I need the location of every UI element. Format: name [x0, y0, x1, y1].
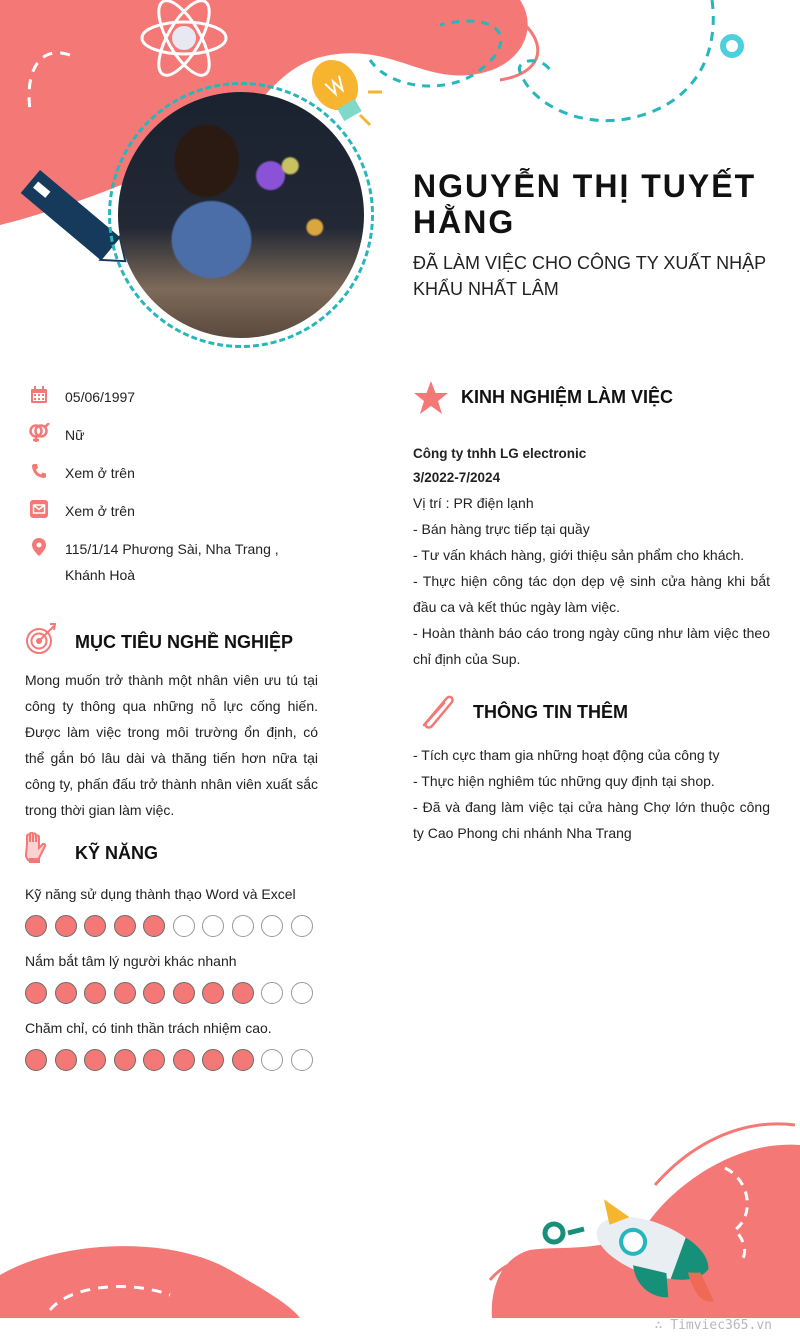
rating-dot-empty [173, 915, 195, 937]
skill-name: Chăm chỉ, có tinh thần trách nhiệm cao. [25, 1020, 272, 1036]
experience-section [413, 442, 770, 672]
rating-dot-empty [202, 915, 224, 937]
rating-dot-empty [261, 982, 283, 1004]
experience-line: - Hoàn thành báo cáo trong ngày cũng như làm việc theo chỉ định của Sup. [413, 625, 770, 667]
rating-dot-filled [202, 982, 224, 1004]
rating-dot-empty [291, 915, 313, 937]
contact-gender [28, 422, 328, 448]
rating-dot-filled [84, 982, 106, 1004]
bottom-left-blob [0, 1246, 300, 1318]
profile-photo-frame [108, 82, 374, 348]
objective-title: MỤC TIÊU NGHỀ NGHIỆP [75, 632, 294, 652]
skill-rating [25, 915, 325, 937]
rating-dot-filled [55, 915, 77, 937]
skill-item [25, 1015, 325, 1071]
extra-info-section [413, 742, 770, 846]
rating-dot-filled [55, 982, 77, 1004]
photo-dashed-ring [108, 82, 374, 348]
rating-dot-filled [25, 915, 47, 937]
candidate-name: NGUYỄN THỊ TUYẾT HẰNG [413, 168, 757, 240]
experience-line: - Thực hiện công tác dọn dẹp vệ sinh cửa hàng khi bắt đầu ca và kết thúc ngày làm việc. [413, 573, 770, 615]
rating-dot-filled [232, 1049, 254, 1071]
rating-dot-empty [261, 1049, 283, 1071]
rating-dot-filled [114, 982, 136, 1004]
rating-dot-empty [291, 1049, 313, 1071]
rating-dot-empty [261, 915, 283, 937]
extra-info-line: - Tích cực tham gia những hoạt động của công ty [413, 747, 720, 763]
rating-dot-filled [114, 915, 136, 937]
star-icon [413, 381, 449, 420]
rating-dot-filled [173, 982, 195, 1004]
extra-info-line: - Đã và đang làm việc tại cửa hàng Chợ lớn thuộc công ty Cao Phong chi nhánh Nha Trang [413, 799, 770, 841]
objective-text: Mong muốn trở thành một nhân viên ưu tú tại công ty thông qua những nỗ lực cống hiến. Được làm việc trong môi trường ổn định, có thể gắn bó lâu dài và thăng tiến hơn nữa tại công ty, phấn đấu trở thành nhân viên xuất sắc trong thời gian làm việc. [25, 672, 318, 818]
location-icon [28, 536, 50, 558]
rating-dot-empty [232, 915, 254, 937]
rating-dot-filled [25, 1049, 47, 1071]
experience-line: - Tư vấn khách hàng, giới thiệu sản phẩm cho khách. [413, 547, 745, 563]
rating-dot-filled [84, 1049, 106, 1071]
target-icon [24, 622, 58, 661]
extra-info-line: - Thực hiện nghiêm túc những quy định tại shop. [413, 773, 715, 789]
rating-dot-filled [114, 1049, 136, 1071]
gender-icon [28, 422, 50, 444]
phone-icon [28, 460, 50, 482]
skill-item [25, 948, 325, 1004]
rating-dot-filled [143, 915, 165, 937]
skill-rating [25, 982, 325, 1004]
calendar-icon [28, 384, 50, 406]
rating-dot-filled [173, 1049, 195, 1071]
rating-dot-filled [202, 1049, 224, 1071]
skill-rating [25, 1049, 325, 1071]
paperclip-icon [416, 691, 458, 738]
contact-text: Xem ở trên [65, 503, 135, 519]
contact-text: Nữ [65, 427, 85, 443]
rating-dot-filled [84, 915, 106, 937]
skill-name: Kỹ năng sử dụng thành thạo Word và Excel [25, 886, 296, 902]
experience-line: Vị trí : PR điện lạnh [413, 495, 534, 511]
rating-dot-filled [232, 982, 254, 1004]
contact-text: Xem ở trên [65, 465, 135, 481]
hand-icon [22, 832, 48, 869]
rating-dot-filled [143, 1049, 165, 1071]
experience-period: 3/2022-7/2024 [413, 470, 501, 485]
contact-email [28, 498, 328, 524]
mail-icon [28, 498, 50, 520]
skills-title: KỸ NĂNG [75, 843, 159, 863]
contact-birthday [28, 384, 328, 410]
contact-address [28, 536, 328, 588]
rating-dot-filled [143, 982, 165, 1004]
contact-text: 115/1/14 Phương Sài, Nha Trang , Khánh Hoà [65, 541, 279, 583]
watermark: ∴ Timviec365.vn [654, 1318, 772, 1333]
skill-name: Nắm bắt tâm lý người khác nhanh [25, 953, 237, 969]
contact-info [28, 384, 328, 600]
rating-dot-empty [291, 982, 313, 1004]
experience-company: Công ty tnhh LG electronic [413, 446, 587, 461]
extra-info-title: THÔNG TIN THÊM [473, 702, 628, 722]
experience-title: KINH NGHIỆM LÀM VIỆC [461, 387, 674, 407]
candidate-subtitle: ĐÃ LÀM VIỆC CHO CÔNG TY XUẤT NHẬP KHẨU NHẤT LÂM [413, 253, 766, 299]
skills-list [25, 881, 325, 1082]
contact-text: 05/06/1997 [65, 389, 136, 405]
contact-phone [28, 460, 328, 486]
rating-dot-filled [55, 1049, 77, 1071]
skill-item [25, 881, 325, 937]
experience-line: - Bán hàng trực tiếp tại quầy [413, 521, 590, 537]
rating-dot-filled [25, 982, 47, 1004]
